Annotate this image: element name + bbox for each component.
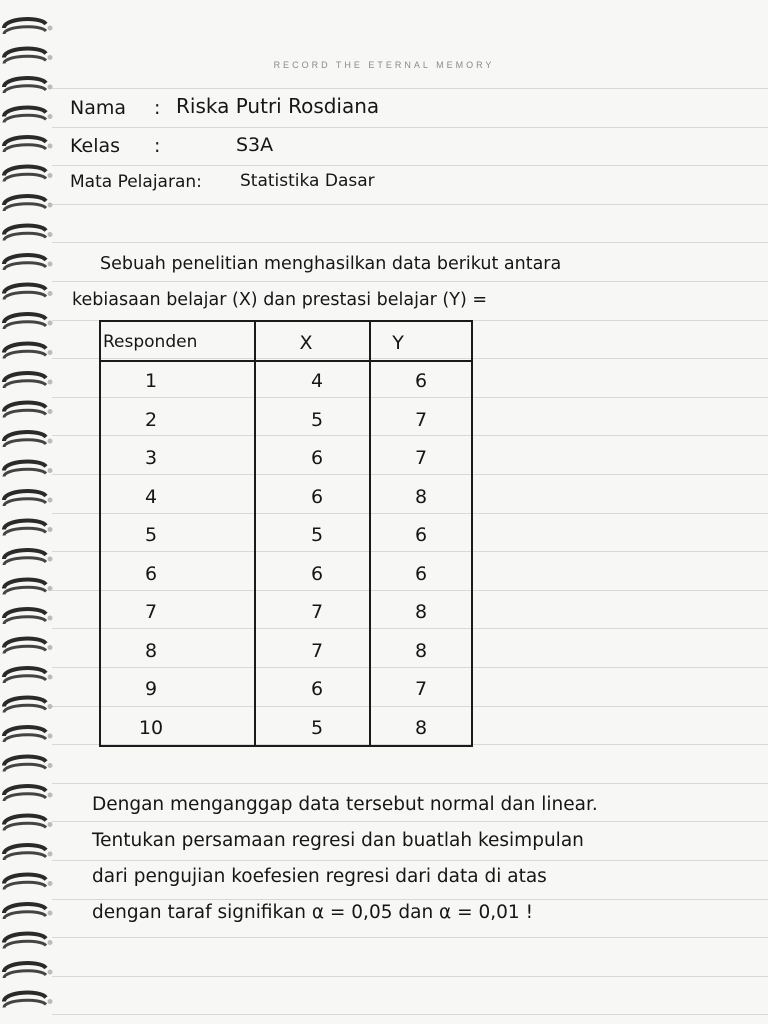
- table-cell-x: 6: [310, 485, 324, 508]
- question-paragraph: [92, 787, 732, 931]
- table-header-responden: Responden: [103, 332, 198, 352]
- ruled-line: [52, 88, 768, 89]
- table-cell-x: 4: [310, 370, 324, 392]
- question-line-3: dari pengujian koefesien regresi dari data di atas: [92, 866, 547, 887]
- table-cell-responden: 9: [144, 678, 158, 700]
- table-cell-x: 5: [310, 716, 324, 739]
- table-cell-responden: 7: [144, 601, 158, 623]
- nama-value: Riska Putri Rosdiana: [176, 94, 380, 118]
- table-header-divider: [101, 360, 471, 362]
- nama-label: Nama: [70, 97, 127, 119]
- ruled-line: [52, 165, 768, 166]
- table-cell-x: 7: [310, 639, 324, 662]
- kelas-label: Kelas: [70, 135, 121, 157]
- intro-line-2: kebiasaan belajar (X) dan prestasi belajar (Y) =: [72, 290, 487, 310]
- mapel-label: Mata Pelajaran:: [70, 172, 202, 192]
- table-cell-responden: 2: [144, 408, 158, 431]
- mapel-value: Statistika Dasar: [240, 171, 375, 191]
- table-cell-responden: 10: [138, 716, 164, 739]
- table-divider: [254, 322, 256, 745]
- ruled-line: [52, 1014, 768, 1015]
- table-cell-responden: 1: [144, 370, 158, 392]
- ruled-line: [52, 281, 768, 282]
- table-cell-y: 7: [414, 408, 428, 431]
- nama-separator: :: [154, 97, 161, 119]
- table-cell-responden: 8: [144, 639, 158, 662]
- ruled-line: [52, 783, 768, 784]
- page-header-brand: RECORD THE ETERNAL MEMORY: [273, 60, 495, 70]
- spiral-binding-icon: [0, 0, 58, 1024]
- table-cell-y: 7: [414, 447, 428, 469]
- table-cell-y: 6: [414, 370, 428, 392]
- table-cell-x: 6: [310, 562, 324, 585]
- table-cell-y: 8: [414, 639, 428, 662]
- ruled-line: [52, 242, 768, 243]
- question-line-4: dengan taraf signifikan α = 0,05 dan α = 0,01 !: [92, 902, 533, 923]
- table-cell-y: 8: [414, 485, 428, 508]
- ruled-line: [52, 204, 768, 205]
- kelas-value: S3A: [236, 134, 274, 156]
- table-cell-x: 5: [310, 524, 324, 546]
- table-header-y: Y: [392, 332, 404, 354]
- data-table: [99, 320, 473, 747]
- table-cell-y: 6: [414, 562, 428, 585]
- kelas-separator: :: [154, 135, 161, 157]
- table-cell-x: 6: [310, 447, 324, 469]
- table-cell-responden: 5: [144, 524, 158, 546]
- table-cell-responden: 6: [144, 562, 158, 585]
- question-line-2: Tentukan persamaan regresi dan buatlah kesimpulan: [92, 830, 584, 851]
- table-cell-y: 6: [414, 524, 428, 546]
- ruled-line: [52, 976, 768, 977]
- ruled-line: [52, 127, 768, 128]
- table-cell-y: 8: [414, 716, 428, 739]
- table-cell-x: 6: [310, 678, 324, 700]
- table-divider: [369, 322, 371, 745]
- intro-line-1: Sebuah penelitian menghasilkan data berikut antara: [100, 254, 562, 274]
- table-header-x: X: [299, 332, 313, 354]
- table-cell-responden: 3: [144, 447, 158, 469]
- table-cell-y: 8: [414, 601, 428, 623]
- table-cell-responden: 4: [144, 485, 158, 508]
- table-cell-x: 5: [310, 408, 324, 431]
- ruled-line: [52, 937, 768, 938]
- question-line-1: Dengan menganggap data tersebut normal dan linear.: [92, 794, 598, 815]
- table-cell-x: 7: [310, 601, 324, 623]
- table-cell-y: 7: [414, 678, 428, 700]
